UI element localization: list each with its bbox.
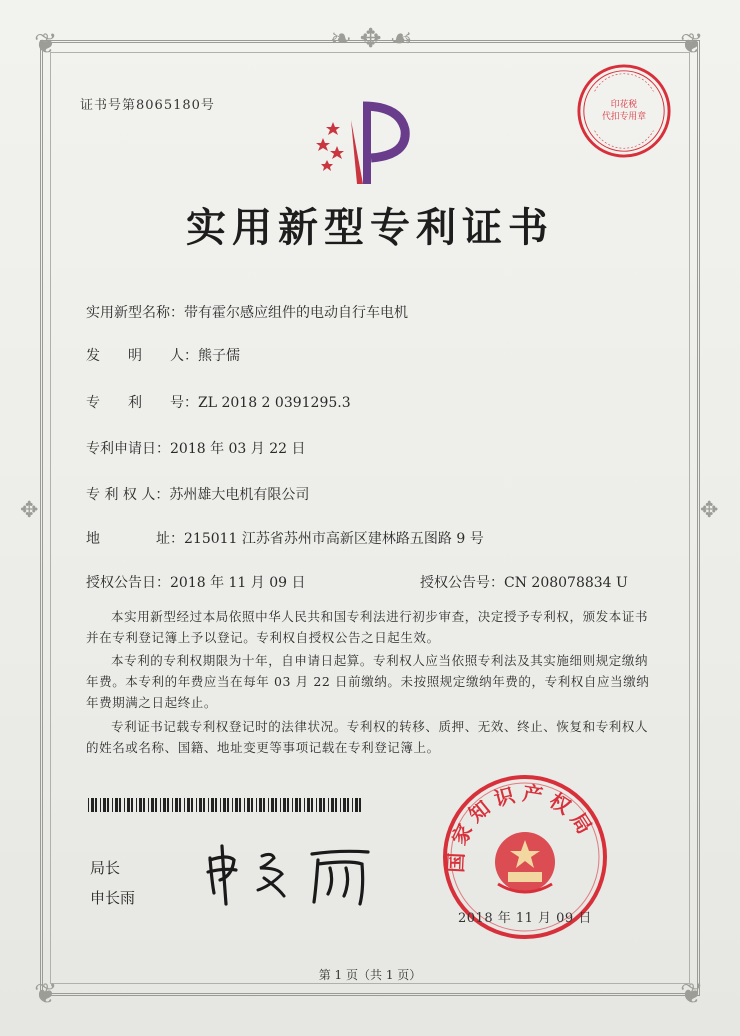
barcode-bar xyxy=(292,798,293,812)
barcode-bar xyxy=(160,798,161,812)
barcode-bar xyxy=(340,798,341,812)
barcode-bar xyxy=(355,798,358,812)
signature-icon xyxy=(200,838,380,908)
barcode-bar xyxy=(208,798,209,812)
director-title: 局长 xyxy=(90,859,121,877)
barcode-bar xyxy=(319,798,322,812)
barcode-bar xyxy=(304,798,305,812)
barcode-bar xyxy=(103,798,106,812)
barcode-bar xyxy=(244,798,245,812)
field-label: 专利申请日： xyxy=(86,441,170,457)
barcode-bar xyxy=(127,798,130,812)
barcode-bar xyxy=(299,798,301,812)
barcode-bar xyxy=(256,798,257,812)
barcode-bar xyxy=(335,798,337,812)
barcode-bar xyxy=(151,798,154,812)
barcode-bar xyxy=(287,798,289,812)
barcode-bar xyxy=(95,798,97,812)
barcode-bar xyxy=(235,798,238,812)
barcode-bar xyxy=(283,798,286,812)
certificate-title: 实用新型专利证书 xyxy=(186,204,554,251)
barcode-bar xyxy=(215,798,217,812)
barcode-bar xyxy=(139,798,142,812)
barcode-bar xyxy=(119,798,121,812)
barcode-bar xyxy=(280,798,281,812)
field-value: 带有霍尔感应组件的电动自行车电机 xyxy=(184,305,408,321)
barcode-bar xyxy=(323,798,325,812)
barcode-bar xyxy=(268,798,269,812)
barcode-bar xyxy=(172,798,173,812)
corner-ornament-icon: ❦ xyxy=(34,977,58,1010)
barcode-bar xyxy=(239,798,241,812)
seal-date: 2018 年 11 月 09 日 xyxy=(458,911,592,926)
barcode-bar xyxy=(136,798,137,812)
barcode-bar xyxy=(220,798,221,812)
barcode-bar xyxy=(196,798,197,812)
barcode-bar xyxy=(307,798,310,812)
field-label: 实用新型名称： xyxy=(86,305,184,321)
paragraph-grant: 本实用新型经过本局依照中华人民共和国专利法进行初步审查，决定授予专利权，颁发本证书并在专利登记簿上予以登记。专利权自授权公告之日起生效。 xyxy=(86,609,649,645)
barcode-bar xyxy=(199,798,202,812)
barcode-bar xyxy=(295,798,298,812)
side-ornament-icon: ✥ xyxy=(20,498,39,523)
field-label: 授权公告号： xyxy=(420,575,504,591)
barcode-bar xyxy=(328,798,329,812)
field-patent-number xyxy=(86,392,351,412)
barcode-bar xyxy=(227,798,229,812)
field-label: 专 利 权 人： xyxy=(86,487,170,503)
barcode-bar xyxy=(175,798,178,812)
barcode-bar xyxy=(167,798,169,812)
barcode-bar xyxy=(179,798,181,812)
corner-ornament-icon: ❦ xyxy=(680,27,704,60)
field-value: 2018 年 11 月 09 日 xyxy=(170,575,306,591)
barcode-bar xyxy=(203,798,205,812)
barcode-bar xyxy=(187,798,190,812)
barcode-bar xyxy=(143,798,145,812)
barcode-bar xyxy=(211,798,214,812)
cnipa-logo-icon xyxy=(305,100,425,190)
field-grant-date xyxy=(86,572,306,592)
barcode-icon xyxy=(88,798,363,812)
field-address xyxy=(86,528,484,548)
corner-ornament-icon: ❦ xyxy=(680,977,704,1010)
barcode-bar xyxy=(155,798,157,812)
barcode-bar xyxy=(88,798,89,812)
barcode-bar xyxy=(107,798,109,812)
barcode-bar xyxy=(331,798,334,812)
barcode-bar xyxy=(191,798,193,812)
barcode-bar xyxy=(232,798,233,812)
barcode-bar xyxy=(131,798,133,812)
barcode-bar xyxy=(115,798,118,812)
tax-stamp-icon xyxy=(575,62,673,160)
barcode-bar xyxy=(124,798,125,812)
barcode-bar xyxy=(311,798,313,812)
field-value: 苏州雄大电机有限公司 xyxy=(169,487,310,503)
director-name: 申长雨 xyxy=(90,889,136,907)
barcode-bar xyxy=(148,798,149,812)
barcode-bar xyxy=(112,798,113,812)
field-patentee xyxy=(86,484,309,504)
field-filing-date xyxy=(86,438,306,458)
svg-text:国家知识产权局: 国家知识产权局 xyxy=(443,780,601,874)
field-value: 215011 江苏省苏州市高新区建林路五图路 9 号 xyxy=(184,531,484,547)
barcode-bar xyxy=(275,798,277,812)
paragraph-legal-status: 专利证书记载专利权登记时的法律状况。专利权的转移、质押、无效、终止、恢复和专利权人的姓名或名称、国籍、地址变更等事项记载在专利登记簿上。 xyxy=(86,719,649,755)
field-label: 授权公告日： xyxy=(86,575,170,591)
barcode-bar xyxy=(184,798,185,812)
barcode-bar xyxy=(263,798,265,812)
svg-text:印花税: 印花税 xyxy=(610,100,638,111)
barcode-bar xyxy=(251,798,253,812)
svg-text:代扣专用章: 代扣专用章 xyxy=(601,111,647,122)
barcode-bar xyxy=(259,798,262,812)
barcode-bar xyxy=(247,798,250,812)
field-value: 熊子儒 xyxy=(198,348,240,364)
barcode-bar xyxy=(347,798,349,812)
side-ornament-icon: ✥ xyxy=(700,498,719,523)
barcode-bar xyxy=(352,798,353,812)
field-label: 专 利 号： xyxy=(86,395,198,411)
barcode-bar xyxy=(343,798,346,812)
barcode-bar xyxy=(100,798,101,812)
barcode-bar xyxy=(359,798,361,812)
field-inventor xyxy=(86,345,240,365)
barcode-bar xyxy=(271,798,274,812)
field-utility-model-name xyxy=(86,302,408,322)
barcode-bar xyxy=(91,798,94,812)
page-footer: 第 1 页（共 1 页） xyxy=(318,968,422,982)
top-ornament-icon: ❧✥☙ xyxy=(330,24,421,54)
barcode-bar xyxy=(316,798,317,812)
barcode-bar xyxy=(223,798,226,812)
field-label: 发 明 人： xyxy=(86,348,198,364)
paragraph-term: 本专利的专利权期限为十年，自申请日起算。专利权人应当依照专利法及其实施细则规定缴纳年费。本专利的年费应当在每年 03 月 22 日前缴纳。未按照规定缴纳年费的，专利权自应当缴纳年费期满之日起终止。 xyxy=(86,653,650,710)
corner-ornament-icon: ❦ xyxy=(34,27,58,60)
field-value: ZL 2018 2 0391295.3 xyxy=(198,395,351,411)
field-grant-number xyxy=(420,572,628,592)
field-value: 2018 年 03 月 22 日 xyxy=(170,441,306,457)
certificate-number: 证书号第8065180号 xyxy=(80,98,215,113)
field-value: CN 208078834 U xyxy=(504,575,628,591)
barcode-bar xyxy=(163,798,166,812)
field-label: 地 址： xyxy=(86,531,184,547)
